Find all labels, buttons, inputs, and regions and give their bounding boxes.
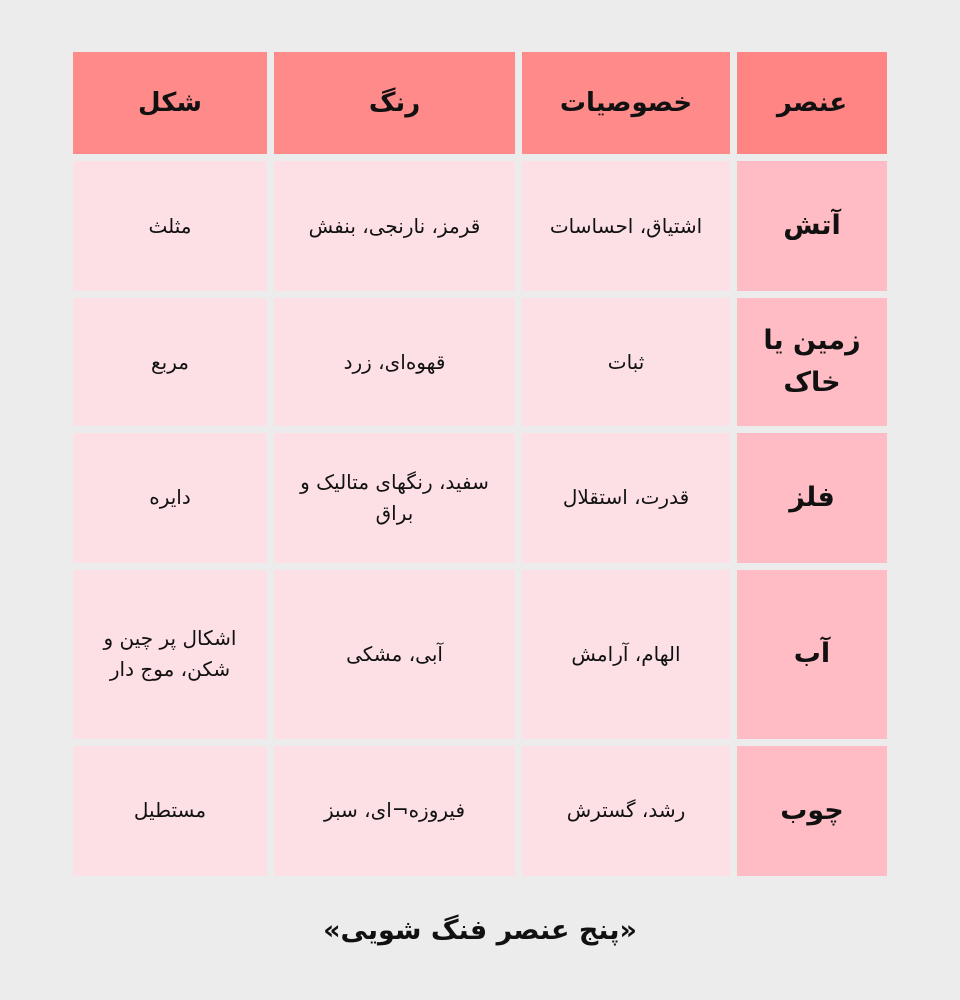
properties-cell: قدرت، استقلال <box>522 433 730 563</box>
shape-cell: مستطیل <box>73 746 267 876</box>
table-row <box>73 298 887 425</box>
table-caption: «پنج عنصر فنگ شویی» <box>323 915 637 946</box>
properties-cell: ثبات <box>522 298 730 425</box>
shape-cell: دایره <box>73 433 267 563</box>
header-color: رنگ <box>274 52 515 154</box>
feng-shui-elements-table <box>66 45 894 883</box>
shape-cell: مربع <box>73 298 267 425</box>
color-cell: فیروزه¬ای، سبز <box>274 746 515 876</box>
color-cell: آبی، مشکی <box>274 570 515 738</box>
shape-cell: اشکال پر چین و شکن، موج دار <box>73 570 267 738</box>
table-row <box>73 161 887 291</box>
shape-cell: مثلث <box>73 161 267 291</box>
table-row <box>73 746 887 876</box>
color-cell: قرمز، نارنجی، بنفش <box>274 161 515 291</box>
element-cell: آتش <box>737 161 887 291</box>
element-cell: آب <box>737 570 887 738</box>
header-properties: خصوصیات <box>522 52 730 154</box>
table-row <box>73 570 887 738</box>
table-container <box>73 52 887 876</box>
header-shape: شکل <box>73 52 267 154</box>
table-row <box>73 433 887 563</box>
properties-cell: اشتیاق، احساسات <box>522 161 730 291</box>
properties-cell: رشد، گسترش <box>522 746 730 876</box>
element-cell: زمین یا خاک <box>737 298 887 425</box>
color-cell: قهوه‌ای، زرد <box>274 298 515 425</box>
color-cell: سفید، رنگهای متالیک و براق <box>274 433 515 563</box>
header-element: عنصر <box>737 52 887 154</box>
element-cell: چوب <box>737 746 887 876</box>
header-row <box>73 52 887 154</box>
properties-cell: الهام، آرامش <box>522 570 730 738</box>
element-cell: فلز <box>737 433 887 563</box>
